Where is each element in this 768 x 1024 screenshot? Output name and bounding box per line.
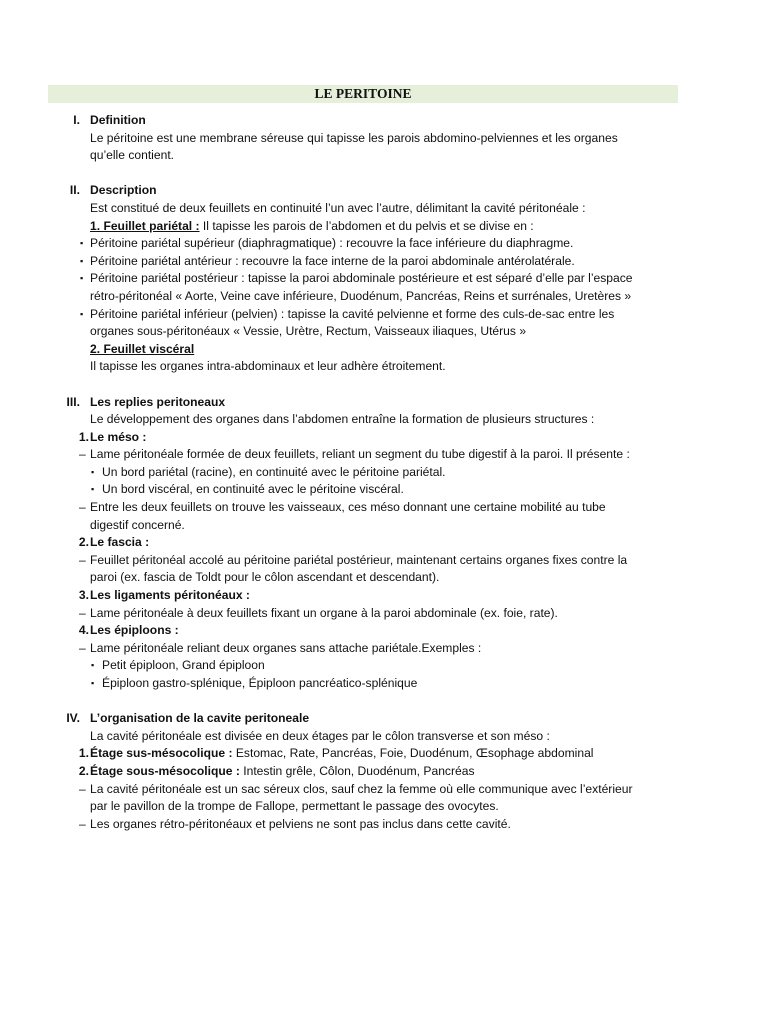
item-number: 1. bbox=[78, 746, 89, 761]
bullet-text: Péritoine pariétal postérieur : tapisse la paroi abdominale postérieure et est séparé d’elle par l’espace bbox=[90, 271, 633, 286]
numbered-item-line bbox=[0, 763, 768, 781]
dash-text: Lame péritonéale formée de deux feuillets, reliant un segment du tube digestif à la paroi. Il présente : bbox=[90, 447, 630, 462]
dash-line bbox=[0, 816, 768, 834]
bullet-line bbox=[0, 464, 768, 482]
bullet-marker: ▪ bbox=[91, 484, 95, 495]
bullet-line bbox=[0, 235, 768, 253]
dash-marker: – bbox=[79, 447, 86, 462]
intro-text: Est constitué de deux feuillets en continuité l’un avec l’autre, délimitant la cavité péritonéale : bbox=[90, 200, 586, 215]
dash-line bbox=[0, 605, 768, 623]
stage-entry bbox=[90, 745, 593, 763]
dash-line bbox=[0, 640, 768, 658]
bullet-line bbox=[0, 675, 768, 693]
item-label: Étage sus-mésocolique : bbox=[90, 746, 233, 761]
dash-text: paroi (ex. fascia de Toldt pour le côlon ascendant et descendant). bbox=[90, 570, 440, 585]
item-text: Intestin grêle, Côlon, Duodénum, Pancréas bbox=[239, 763, 475, 778]
bullet-marker: ▪ bbox=[80, 255, 84, 266]
bullet-text: Un bord pariétal (racine), en continuité avec le péritoine pariétal. bbox=[102, 464, 446, 479]
dash-text: Lame péritonéale reliant deux organes sans attache pariétale.Exemples : bbox=[90, 640, 482, 655]
dash-line bbox=[0, 446, 768, 464]
bullet-text: rétro-péritonéal « Aorte, Veine cave inférieure, Duodénum, Pancréas, Reins et surrénales, Uretères » bbox=[90, 288, 632, 303]
paragraph-text: qu’elle contient. bbox=[90, 148, 175, 163]
section bbox=[0, 394, 768, 693]
item-label: Les épiploons : bbox=[90, 623, 179, 638]
dash-line bbox=[0, 552, 768, 570]
section-number: II. bbox=[69, 183, 80, 198]
bullet-text: organes sous-péritonéaux « Vessie, Urètre, Rectum, Vaisseaux iliaques, Utérus » bbox=[90, 324, 527, 339]
bullet-line bbox=[0, 270, 768, 288]
intro-text: La cavité péritonéale est divisée en deux étages par le côlon transverse et son méso : bbox=[90, 728, 550, 743]
numbered-item-line bbox=[0, 622, 768, 640]
dash-marker: – bbox=[79, 605, 86, 620]
item-number: 2. bbox=[78, 535, 89, 550]
dash-marker: – bbox=[79, 552, 86, 567]
dash-text: La cavité péritonéale est un sac séreux clos, sauf chez la femme où elle communique avec l’extérieur bbox=[90, 781, 633, 796]
item-label: Étage sous-mésocolique : bbox=[90, 763, 240, 778]
item-number: 2. bbox=[78, 763, 89, 778]
dash-text: par le pavillon de la trompe de Fallope, permettant le passage des ovocytes. bbox=[90, 799, 499, 814]
intro-line bbox=[0, 411, 768, 429]
paragraph-line bbox=[0, 147, 768, 165]
bullet-text: Petit épiploon, Grand épiploon bbox=[102, 658, 265, 673]
subheading-parietal bbox=[90, 218, 534, 236]
bullet-marker: ▪ bbox=[91, 466, 95, 477]
dash-text: Feuillet péritonéal accolé au péritoine pariétal postérieur, maintenant certains organes fixes contre la bbox=[90, 552, 628, 567]
stage-entry bbox=[90, 763, 475, 781]
dash-text: Les organes rétro-péritonéaux et pelviens ne sont pas inclus dans cette cavité. bbox=[90, 816, 511, 831]
bullet-marker: ▪ bbox=[80, 238, 84, 249]
dash-line bbox=[0, 569, 768, 587]
document-title: LE PERITOINE bbox=[48, 85, 678, 103]
bullet-line bbox=[0, 253, 768, 271]
section-heading: Definition bbox=[90, 113, 146, 127]
bullet-marker: ▪ bbox=[80, 273, 84, 284]
paragraph-line bbox=[0, 358, 768, 376]
subheading-line bbox=[0, 341, 768, 359]
dash-marker: – bbox=[79, 640, 86, 655]
dash-line bbox=[0, 517, 768, 535]
numbered-item-line bbox=[0, 587, 768, 605]
bullet-line bbox=[0, 306, 768, 324]
bullet-text: Un bord viscéral, en continuité avec le péritoine viscéral. bbox=[102, 482, 404, 497]
dash-line bbox=[0, 781, 768, 799]
item-label: Le méso : bbox=[90, 429, 147, 444]
section-number: IV. bbox=[66, 711, 80, 726]
bullet-marker: ▪ bbox=[91, 678, 95, 688]
dash-marker: – bbox=[79, 781, 86, 796]
item-number: 4. bbox=[78, 623, 89, 638]
document-body bbox=[0, 112, 768, 851]
dash-line bbox=[0, 499, 768, 517]
intro-line bbox=[0, 200, 768, 218]
bullet-text: Péritoine pariétal inférieur (pelvien) : tapisse la cavité pelvienne et forme des culs-de-sac entre les bbox=[90, 306, 615, 321]
bullet-text: Épiploon gastro-splénique, Épiploon pancréatico-splénique bbox=[102, 676, 418, 690]
item-text: Estomac, Rate, Pancréas, Foie, Duodénum, Œsophage abdominal bbox=[232, 746, 594, 761]
item-label: Les ligaments péritonéaux : bbox=[90, 588, 250, 603]
numbered-item-line bbox=[0, 745, 768, 763]
bullet-marker: ▪ bbox=[80, 308, 84, 319]
bullet-line bbox=[0, 657, 768, 675]
dash-line bbox=[0, 798, 768, 816]
paragraph-line bbox=[0, 130, 768, 148]
section bbox=[0, 112, 768, 165]
subheading-label: 1. Feuillet pariétal : bbox=[90, 218, 200, 233]
paragraph-text: Il tapisse les organes intra-abdominaux et leur adhère étroitement. bbox=[90, 359, 446, 374]
section-heading-line bbox=[0, 182, 768, 200]
intro-text: Le développement des organes dans l’abdomen entraîne la formation de plusieurs structures : bbox=[90, 412, 595, 427]
item-number: 1. bbox=[78, 429, 89, 444]
intro-line bbox=[0, 728, 768, 746]
section-heading: Description bbox=[90, 183, 157, 198]
numbered-item-line bbox=[0, 534, 768, 552]
subheading-text: Il tapisse les parois de l’abdomen et du pelvis et se divise en : bbox=[199, 218, 534, 233]
section bbox=[0, 710, 768, 833]
dash-marker: – bbox=[79, 816, 86, 831]
dash-text: Entre les deux feuillets on trouve les vaisseaux, ces méso donnant une certaine mobilité au tube bbox=[90, 500, 606, 515]
bullet-marker: ▪ bbox=[91, 660, 95, 671]
section bbox=[0, 182, 768, 376]
item-label: Le fascia : bbox=[90, 535, 150, 550]
section-number: III. bbox=[66, 394, 80, 409]
section-heading-line bbox=[0, 394, 768, 412]
bullet-text: Péritoine pariétal supérieur (diaphragmatique) : recouvre la face inférieure du diaphragme. bbox=[90, 236, 574, 251]
item-number: 3. bbox=[78, 588, 89, 603]
section-heading: Les replies peritoneaux bbox=[90, 394, 226, 409]
section-number: I. bbox=[73, 113, 80, 127]
section-heading-line bbox=[0, 710, 768, 728]
dash-text: digestif concerné. bbox=[90, 517, 185, 532]
bullet-line bbox=[0, 481, 768, 499]
numbered-item-line bbox=[0, 429, 768, 447]
subheading-line bbox=[0, 218, 768, 236]
dash-marker: – bbox=[79, 500, 86, 515]
bullet-line bbox=[0, 323, 768, 341]
paragraph-text: Le péritoine est une membrane séreuse qui tapisse les parois abdomino-pelviennes et les organes bbox=[90, 130, 618, 145]
bullet-line bbox=[0, 288, 768, 306]
section-heading-line bbox=[0, 112, 768, 130]
subheading-visceral: 2. Feuillet viscéral bbox=[90, 341, 195, 356]
dash-text: Lame péritonéale à deux feuillets fixant un organe à la paroi abdominale (ex. foie, rate). bbox=[90, 605, 558, 620]
bullet-text: Péritoine pariétal antérieur : recouvre la face interne de la paroi abdominale antérolatérale. bbox=[90, 253, 575, 268]
section-heading: L’organisation de la cavite peritoneale bbox=[90, 711, 310, 726]
